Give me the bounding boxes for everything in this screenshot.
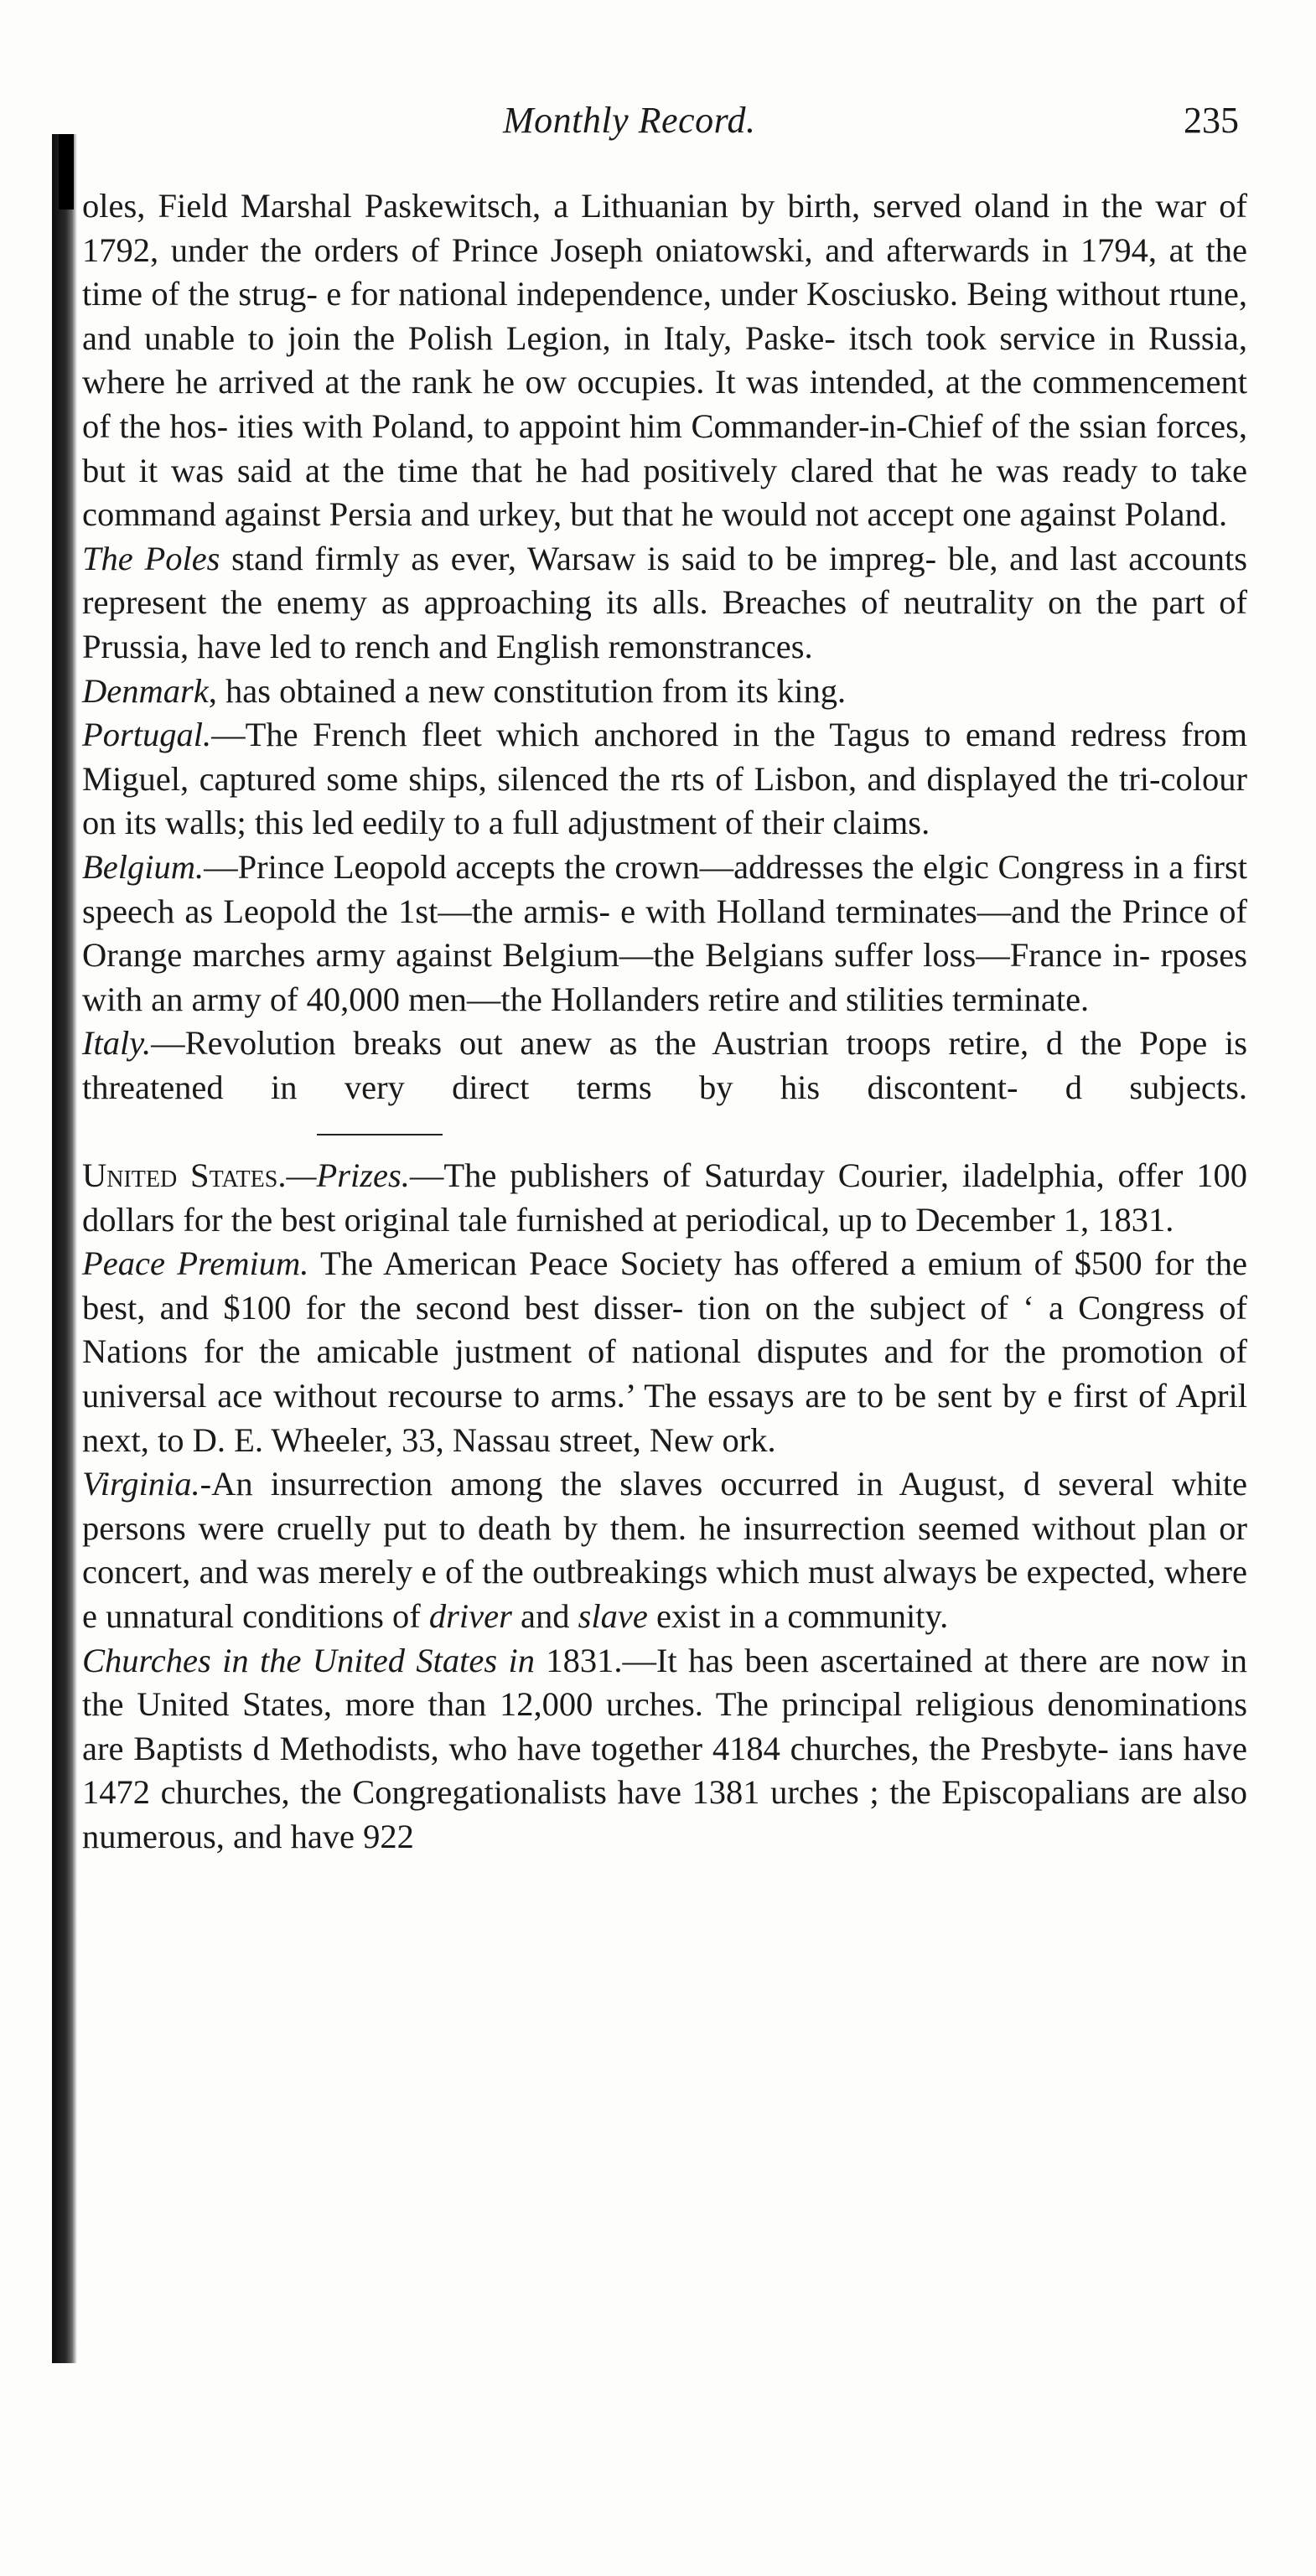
paragraph-united-states-prizes (82, 1154, 1247, 1242)
paragraph-portugal (82, 713, 1247, 846)
paragraph-lead: Belgium. (82, 847, 205, 886)
paragraph-text: —The publishers of Saturday Courier, iladelphia, offer 100 dollars for the best original tale furnished at periodical, up to December 1, 1831. (82, 1156, 1247, 1239)
paragraph-lead: Peace Premium. (82, 1244, 309, 1283)
paragraph-lead: Italy. (82, 1024, 152, 1063)
paragraph-italy (82, 1022, 1247, 1154)
paragraph-text: —Prince Leopold accepts the crown—addresses the elgic Congress in a first speech as Leopold the 1st—the armis- e with Holland terminates—and the Prince of Orange marches army against Belgium—the Belgians suffer loss—France in- rposes with an army of 40,000 men—the Hollanders retire and stilities terminate. (82, 847, 1247, 1018)
paragraph-virginia (82, 1462, 1247, 1638)
paragraph-lead: Churches in the United States in (82, 1641, 535, 1679)
page-binding-shadow (52, 134, 77, 2363)
paragraph-peace-premium (82, 1242, 1247, 1462)
paragraph-paskewitsch (82, 184, 1247, 537)
paragraph-text: —Revolution breaks out anew as the Austrian troops retire, d the Pope is threatened in very direct terms by his discontent- d subjects. (82, 1024, 1247, 1106)
paragraph-text: , has obtained a new constitution from its king. (208, 671, 847, 710)
paragraph-lead: Virginia. (82, 1465, 200, 1503)
paragraph-text: stand firmly as ever, Warsaw is said to be impreg- ble, and last accounts represent the enemy as approaching its alls. Breaches of neutrality on the part of Prussia, have led to rench and English remonstrances. (82, 539, 1247, 665)
page-header (0, 99, 1316, 149)
paragraph-lead: The Poles (82, 539, 220, 577)
paragraph-text: -An insurrection among the slaves occurred in August, d several white persons were cruelly put to death by them. he insurrection seemed without plan or concert, and was merely e of the outbreakings which must always be expected, where e unnatural conditions of (82, 1465, 1247, 1635)
section-heading: United States. (82, 1156, 287, 1195)
paragraph-text: 1831.—It has been ascertained at there are now in the United States, more than 12,000 urches. The principal religious denominations are Baptists d Methodists, who have together 4184 churches, the Presbyte- ians have 1472 churches, the Congregationalists have 1381 urches ; the Episcopalians are also numerous, and have 922 (82, 1641, 1247, 1855)
paragraph-belgium (82, 846, 1247, 1022)
paragraph-poles (82, 537, 1247, 670)
page-number: 235 (1184, 100, 1239, 141)
paragraph-lead: —Prizes. (286, 1156, 410, 1195)
paragraph-text: The American Peace Society has offered a emium of $500 for the best, and $100 for the second best disser- tion on the subject of ‘ a Congress of Nations for the amicable justment of national disputes and for the promotion of universal ace without recourse to arms.’ The essays are to be sent by e first of April next, to D. E. Wheeler, 33, Nassau street, New ork. (82, 1244, 1248, 1459)
emphasis-driver: driver (428, 1597, 512, 1635)
running-head: Monthly Record. (503, 100, 756, 141)
paragraph-lead: Portugal. (82, 716, 212, 754)
paragraph-text: oles, Field Marshal Paskewitsch, a Lithuanian by birth, served oland in the war of 1792, under the orders of Prince Joseph oniatowski, and afterwards in 1794, at the time of the strug- e for national independence, under Kosciusko. Being without rtune, and unable to join the Polish Legion, in Italy, Paske- itsch took service in Russia, where he arrived at the rank he ow occupies. It was intended, at the commencement of the hos- ities with Poland, to appoint him Commander-in-Chief of the ssian forces, but it was said at the time that he had positively clared that he was ready to take command against Persia and urkey, but that he would not accept one against Poland. (82, 187, 1247, 534)
paragraph-lead: Denmark (82, 671, 209, 710)
emphasis-slave: slave (578, 1597, 648, 1635)
paragraph-text: exist in a community. (647, 1597, 949, 1635)
paragraph-text: and (511, 1597, 578, 1635)
paragraph-denmark (82, 670, 1247, 714)
article-body (82, 184, 1247, 1860)
paragraph-churches (82, 1639, 1247, 1860)
section-separator (317, 1134, 443, 1135)
paragraph-text: —The French fleet which anchored in the Tagus to emand redress from Miguel, captured some ships, silenced the rts of Lisbon, and displayed the tri-colour on its walls; this led eedily to a full adjustment of their claims. (82, 716, 1247, 842)
